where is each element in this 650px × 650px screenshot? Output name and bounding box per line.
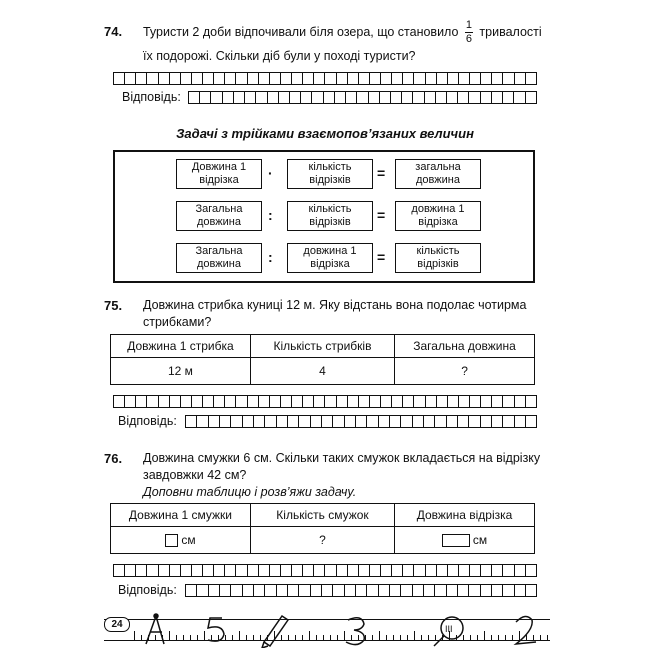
grid-cell[interactable]: [223, 92, 234, 103]
grid-cell[interactable]: [225, 396, 236, 407]
grid-cell[interactable]: [425, 92, 436, 103]
grid-cell[interactable]: [414, 396, 425, 407]
relation-box-first: Довжина 1 відрізка: [176, 159, 262, 189]
fraction-denominator: 6: [465, 33, 472, 45]
grid-cell[interactable]: [348, 565, 359, 576]
grid-cell[interactable]: [324, 92, 335, 103]
grid-cell[interactable]: [470, 396, 481, 407]
grid-cell[interactable]: [265, 416, 276, 427]
table-76: [110, 503, 535, 554]
relations-box: [113, 150, 535, 283]
grid-cell[interactable]: [370, 565, 381, 576]
grid-cell[interactable]: [214, 565, 225, 576]
grid-cell[interactable]: [337, 396, 348, 407]
table-76-header: Кількість смужок: [250, 504, 394, 527]
grid-cell[interactable]: [281, 73, 292, 84]
grid-cell[interactable]: [526, 396, 536, 407]
grid-cell[interactable]: [333, 416, 344, 427]
relation-box-result: довжина 1 відрізка: [395, 201, 481, 231]
grid-cell[interactable]: [159, 396, 170, 407]
problem-76-number: 76.: [104, 451, 123, 466]
table-75-cell: ?: [395, 358, 535, 385]
grid-cell[interactable]: [492, 565, 503, 576]
grid-cell[interactable]: [314, 565, 325, 576]
unit-label: см: [472, 532, 488, 547]
page-number: 24: [104, 617, 130, 632]
grid-cell[interactable]: [303, 73, 314, 84]
grid-cell[interactable]: [322, 585, 333, 596]
grid-cell[interactable]: [220, 585, 231, 596]
grid-cell[interactable]: [515, 416, 526, 427]
grid-cell[interactable]: [234, 92, 245, 103]
grid-cell[interactable]: [514, 92, 525, 103]
grid-cell[interactable]: [459, 565, 470, 576]
grid-cell[interactable]: [225, 73, 236, 84]
grid-cell[interactable]: [403, 565, 414, 576]
table-75-cell: 12 м: [111, 358, 251, 385]
grid-cell[interactable]: [189, 92, 200, 103]
relation-box-first: Загальна довжина: [176, 243, 262, 273]
grid-cell[interactable]: [370, 73, 381, 84]
grid-cell[interactable]: [136, 565, 147, 576]
grid-cell[interactable]: [359, 396, 370, 407]
relation-box-result: кількість відрізків: [395, 243, 481, 273]
number-2-icon: [516, 616, 536, 644]
grid-cell[interactable]: [492, 396, 503, 407]
grid-cell[interactable]: [147, 565, 158, 576]
grid-cell[interactable]: [392, 73, 403, 84]
relation-equals: =: [377, 249, 386, 265]
grid-cell[interactable]: [277, 585, 288, 596]
grid-cell[interactable]: [414, 73, 425, 84]
grid-cell[interactable]: [256, 92, 267, 103]
grid-cell[interactable]: [390, 585, 401, 596]
grid-cell[interactable]: [325, 565, 336, 576]
grid-cell[interactable]: [402, 92, 413, 103]
grid-cell[interactable]: [114, 396, 125, 407]
grid-cell[interactable]: [268, 92, 279, 103]
grid-cell[interactable]: [125, 396, 136, 407]
grid-cell[interactable]: [348, 396, 359, 407]
grid-cell[interactable]: [426, 396, 437, 407]
pencil-icon: [262, 616, 288, 648]
grid-cell[interactable]: [367, 416, 378, 427]
relation-box-first: Загальна довжина: [176, 201, 262, 231]
grid-cell[interactable]: [426, 565, 437, 576]
grid-cell[interactable]: [299, 585, 310, 596]
grid-cell[interactable]: [254, 416, 265, 427]
grid-cell[interactable]: [469, 416, 480, 427]
relation-box-second: довжина 1 відрізка: [287, 243, 373, 273]
grid-cell[interactable]: [299, 416, 310, 427]
grid-cell[interactable]: [248, 565, 259, 576]
grid-cell[interactable]: [279, 92, 290, 103]
grid-cell[interactable]: [356, 585, 367, 596]
grid-cell[interactable]: [214, 73, 225, 84]
table-76-header-row: [111, 504, 535, 527]
grid-cell[interactable]: [392, 565, 403, 576]
grid-cell[interactable]: [348, 73, 359, 84]
relation-operator: ·: [268, 165, 273, 181]
grid-cell[interactable]: [345, 585, 356, 596]
grid-cell[interactable]: [426, 73, 437, 84]
grid-cell[interactable]: [492, 92, 503, 103]
grid-cell[interactable]: [209, 585, 220, 596]
grid-cell[interactable]: [281, 565, 292, 576]
grid-cell[interactable]: [288, 416, 299, 427]
grid-cell[interactable]: [447, 416, 458, 427]
grid-cell[interactable]: [186, 416, 197, 427]
grid-cell[interactable]: [236, 73, 247, 84]
grid-cell[interactable]: [192, 565, 203, 576]
grid-cell[interactable]: [159, 73, 170, 84]
grid-cell[interactable]: [492, 585, 503, 596]
table-75-cell: 4: [250, 358, 394, 385]
answer-label-76: Відповідь:: [118, 583, 177, 597]
grid-cell[interactable]: [380, 92, 391, 103]
grid-cell[interactable]: [379, 585, 390, 596]
grid-cell[interactable]: [197, 416, 208, 427]
answer-line-75[interactable]: [185, 415, 537, 428]
grid-cell[interactable]: [503, 73, 514, 84]
problem-75-number: 75.: [104, 298, 123, 313]
grid-cell[interactable]: [236, 396, 247, 407]
grid-cell[interactable]: [181, 565, 192, 576]
grid-cell[interactable]: [481, 92, 492, 103]
table-75-header: Загальна довжина: [395, 335, 535, 358]
grid-cell[interactable]: [311, 416, 322, 427]
grid-cell[interactable]: [481, 416, 492, 427]
grid-cell[interactable]: [390, 416, 401, 427]
relation-operator: :: [268, 249, 273, 265]
grid-cell[interactable]: [515, 73, 526, 84]
answer-label-74: Відповідь:: [122, 90, 181, 104]
grid-cell[interactable]: [225, 565, 236, 576]
grid-cell[interactable]: [401, 585, 412, 596]
grid-cell[interactable]: [403, 73, 414, 84]
grid-cell[interactable]: [413, 92, 424, 103]
grid-cell[interactable]: [447, 585, 458, 596]
grid-cell[interactable]: [301, 92, 312, 103]
grid-cell[interactable]: [281, 396, 292, 407]
grid-cell[interactable]: [459, 396, 470, 407]
problem-75-line2: стрибками?: [143, 315, 212, 329]
grid-cell[interactable]: [435, 416, 446, 427]
grid-cell[interactable]: [515, 565, 526, 576]
grid-cell[interactable]: [254, 585, 265, 596]
grid-cell[interactable]: [292, 396, 303, 407]
grid-cell[interactable]: [335, 92, 346, 103]
grid-cell[interactable]: [114, 565, 125, 576]
grid-cell[interactable]: [526, 416, 536, 427]
relation-box-second: кількість відрізків: [287, 159, 373, 189]
grid-cell[interactable]: [401, 416, 412, 427]
grid-cell[interactable]: [311, 585, 322, 596]
number-5-icon: [208, 618, 224, 641]
problem-75-line1: Довжина стрибка куниці 12 м. Яку відстань вона подолає чотирма: [143, 298, 527, 312]
grid-cell[interactable]: [236, 565, 247, 576]
grid-cell[interactable]: [481, 585, 492, 596]
grid-cell[interactable]: [114, 73, 125, 84]
grid-cell[interactable]: [526, 585, 536, 596]
grid-cell[interactable]: [147, 396, 158, 407]
grid-cell[interactable]: [448, 73, 459, 84]
grid-cell[interactable]: [458, 585, 469, 596]
grid-cell[interactable]: [125, 565, 136, 576]
grid-cell[interactable]: [369, 92, 380, 103]
grid-cell[interactable]: [503, 396, 514, 407]
grid-cell[interactable]: [200, 92, 211, 103]
grid-cell[interactable]: [192, 396, 203, 407]
grid-cell[interactable]: [436, 92, 447, 103]
grid-cell[interactable]: [170, 396, 181, 407]
grid-cell[interactable]: [526, 92, 536, 103]
grid-cell[interactable]: [337, 73, 348, 84]
grid-cell[interactable]: [458, 416, 469, 427]
grid-cell[interactable]: [147, 73, 158, 84]
grid-cell[interactable]: [209, 416, 220, 427]
grid-cell[interactable]: [381, 565, 392, 576]
answer-line-76[interactable]: [185, 584, 537, 597]
grid-cell[interactable]: [447, 92, 458, 103]
fill-in-box[interactable]: [442, 534, 470, 547]
grid-cell[interactable]: [503, 585, 514, 596]
table-76-cell-total: [395, 527, 535, 554]
grid-cell[interactable]: [243, 585, 254, 596]
grid-cell[interactable]: [125, 73, 136, 84]
grid-cell[interactable]: [303, 565, 314, 576]
grid-cell[interactable]: [503, 92, 514, 103]
magnifier-icon: [434, 617, 463, 646]
grid-cell[interactable]: [469, 585, 480, 596]
grid-cell[interactable]: [470, 565, 481, 576]
grid-cell[interactable]: [203, 396, 214, 407]
grid-cell[interactable]: [314, 73, 325, 84]
grid-cell[interactable]: [481, 396, 492, 407]
grid-cell[interactable]: [403, 396, 414, 407]
grid-cell[interactable]: [481, 565, 492, 576]
table-75-header: Кількість стрибків: [250, 335, 394, 358]
grid-cell[interactable]: [503, 416, 514, 427]
grid-cell[interactable]: [170, 73, 181, 84]
problem-76-line1: Довжина смужки 6 см. Скільки таких смужок вкладається на відрізку: [143, 451, 541, 465]
grid-cell[interactable]: [481, 73, 492, 84]
grid-cell[interactable]: [337, 565, 348, 576]
grid-cell[interactable]: [248, 73, 259, 84]
grid-cell[interactable]: [312, 92, 323, 103]
problem-74-line2: їх подорожі. Скільки діб були у поході туристи?: [143, 49, 416, 63]
grid-cell[interactable]: [314, 396, 325, 407]
table-75-header: Довжина 1 стрибка: [111, 335, 251, 358]
relation-equals: =: [377, 165, 386, 181]
answer-grid-75[interactable]: [113, 395, 537, 408]
table-76-header: Довжина 1 смужки: [111, 504, 251, 527]
grid-cell[interactable]: [248, 396, 259, 407]
grid-cell[interactable]: [458, 92, 469, 103]
grid-cell[interactable]: [346, 92, 357, 103]
grid-cell[interactable]: [292, 73, 303, 84]
grid-cell[interactable]: [492, 416, 503, 427]
compass-icon: [146, 614, 164, 644]
answer-line-74[interactable]: [188, 91, 537, 104]
grid-cell[interactable]: [292, 565, 303, 576]
grid-cell[interactable]: [325, 396, 336, 407]
grid-cell[interactable]: [197, 585, 208, 596]
grid-cell[interactable]: [359, 73, 370, 84]
answer-grid-74[interactable]: [113, 72, 537, 85]
grid-cell[interactable]: [470, 73, 481, 84]
grid-cell[interactable]: [515, 585, 526, 596]
grid-cell[interactable]: [136, 73, 147, 84]
grid-cell[interactable]: [231, 416, 242, 427]
table-75-header-row: [111, 335, 535, 358]
grid-cell[interactable]: [290, 92, 301, 103]
grid-cell[interactable]: [186, 585, 197, 596]
problem-74-text-b: тривалості: [479, 24, 542, 39]
table-75-value-row: [111, 358, 535, 385]
relation-box-second: кількість відрізків: [287, 201, 373, 231]
grid-cell[interactable]: [391, 92, 402, 103]
relation-equals: =: [377, 207, 386, 223]
grid-cell[interactable]: [437, 73, 448, 84]
grid-cell[interactable]: [259, 565, 270, 576]
grid-cell[interactable]: [170, 565, 181, 576]
grid-cell[interactable]: [413, 585, 424, 596]
grid-cell[interactable]: [243, 416, 254, 427]
problem-74-line1: [143, 20, 542, 45]
grid-cell[interactable]: [322, 416, 333, 427]
grid-cell[interactable]: [448, 396, 459, 407]
problem-74-text-a: Туристи 2 доби відпочивали біля озера, що становило: [143, 24, 459, 39]
grid-cell[interactable]: [245, 92, 256, 103]
grid-cell[interactable]: [231, 585, 242, 596]
grid-cell[interactable]: [503, 565, 514, 576]
grid-cell[interactable]: [259, 73, 270, 84]
answer-label-75: Відповідь:: [118, 414, 177, 428]
grid-cell[interactable]: [192, 73, 203, 84]
grid-cell[interactable]: [203, 565, 214, 576]
relation-box-result: загальна довжина: [395, 159, 481, 189]
grid-cell[interactable]: [303, 396, 314, 407]
grid-cell[interactable]: [424, 416, 435, 427]
grid-cell[interactable]: [381, 396, 392, 407]
table-76-cell-length: [111, 527, 251, 554]
grid-cell[interactable]: [325, 73, 336, 84]
grid-cell[interactable]: [381, 73, 392, 84]
grid-cell[interactable]: [270, 565, 281, 576]
grid-cell[interactable]: [437, 565, 448, 576]
grid-cell[interactable]: [181, 73, 192, 84]
table-76-cell-count: ?: [250, 527, 394, 554]
problem-74-number: 74.: [104, 24, 123, 39]
grid-cell[interactable]: [526, 565, 536, 576]
grid-cell[interactable]: [265, 585, 276, 596]
grid-cell[interactable]: [370, 396, 381, 407]
grid-cell[interactable]: [392, 396, 403, 407]
relation-operator: :: [268, 207, 273, 223]
grid-cell[interactable]: [437, 396, 448, 407]
grid-cell[interactable]: [492, 73, 503, 84]
grid-cell[interactable]: [345, 416, 356, 427]
grid-cell[interactable]: [288, 585, 299, 596]
section-title: Задачі з трійками взаємопов’язаних величин: [176, 126, 474, 141]
grid-cell[interactable]: [469, 92, 480, 103]
footer-decorations: [104, 606, 550, 648]
grid-cell[interactable]: [136, 396, 147, 407]
grid-cell[interactable]: [333, 585, 344, 596]
grid-cell[interactable]: [159, 565, 170, 576]
grid-cell[interactable]: [359, 565, 370, 576]
fraction-numerator: 1: [465, 19, 472, 31]
grid-cell[interactable]: [211, 92, 222, 103]
grid-cell[interactable]: [435, 585, 446, 596]
answer-grid-76[interactable]: [113, 564, 537, 577]
table-76-header: Довжина відрізка: [395, 504, 535, 527]
grid-cell[interactable]: [515, 396, 526, 407]
grid-cell[interactable]: [356, 416, 367, 427]
svg-text:III: III: [445, 624, 453, 634]
grid-cell[interactable]: [220, 416, 231, 427]
grid-cell[interactable]: [270, 396, 281, 407]
grid-cell[interactable]: [181, 396, 192, 407]
grid-cell[interactable]: [526, 73, 536, 84]
problem-76-line2: завдовжки 42 см?: [143, 468, 247, 482]
table-75: [110, 334, 535, 385]
grid-cell[interactable]: [259, 396, 270, 407]
grid-cell[interactable]: [414, 565, 425, 576]
grid-cell[interactable]: [448, 565, 459, 576]
grid-cell[interactable]: [277, 416, 288, 427]
grid-cell[interactable]: [203, 73, 214, 84]
grid-cell[interactable]: [270, 73, 281, 84]
grid-cell[interactable]: [459, 73, 470, 84]
fill-in-box[interactable]: [165, 534, 178, 547]
fraction-one-sixth: [465, 20, 473, 45]
table-76-value-row: [111, 527, 535, 554]
unit-label: см: [181, 532, 196, 547]
number-3-icon: [346, 618, 364, 645]
grid-cell[interactable]: [357, 92, 368, 103]
grid-cell[interactable]: [413, 416, 424, 427]
problem-76-instruction: Доповни таблицю і розв’яжи задачу.: [143, 485, 357, 499]
grid-cell[interactable]: [367, 585, 378, 596]
grid-cell[interactable]: [214, 396, 225, 407]
grid-cell[interactable]: [424, 585, 435, 596]
grid-cell[interactable]: [379, 416, 390, 427]
